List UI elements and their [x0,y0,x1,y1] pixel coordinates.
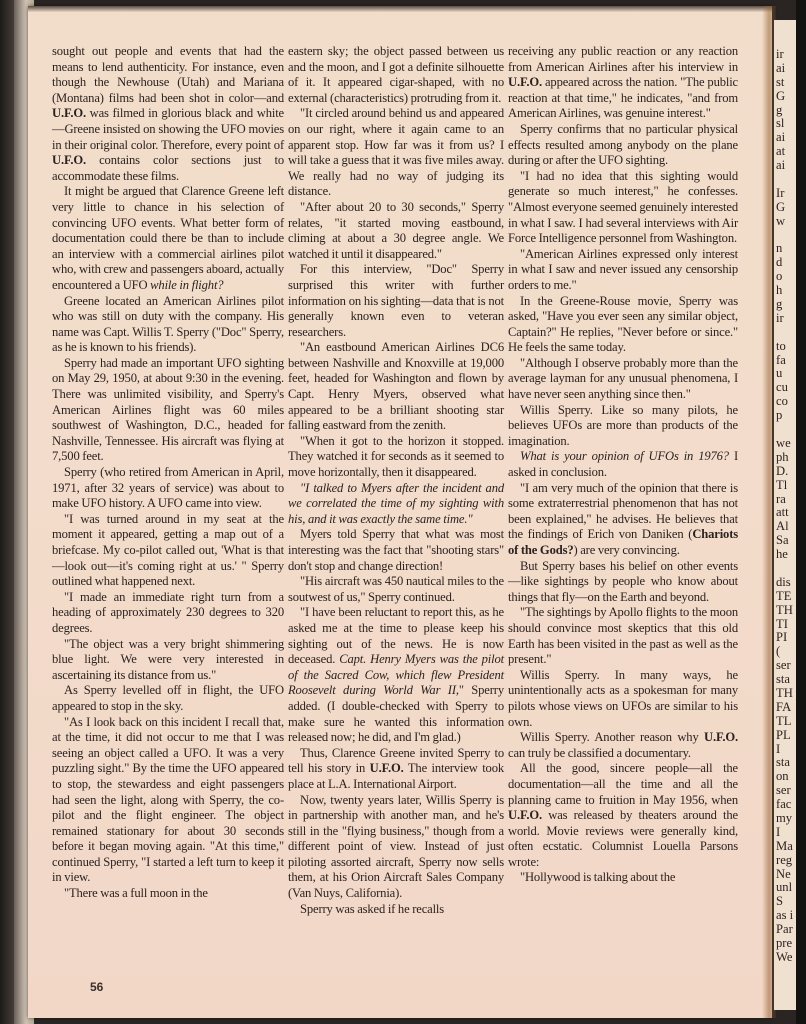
body-text: All the good, sincere people—all the documentation—all the time and all the planning came to fruition in May 1956, when [508,761,738,807]
facing-page-fragment: Sa [776,534,789,548]
facing-page-fragment: ir [776,48,784,61]
facing-page-fragment: G [776,89,786,103]
body-text: was filmed in glorious black and white—Greene insisted on showing the UFO movies in their original color. Therefore, every point of [52,106,284,152]
facing-page-fragment: dis [776,575,791,589]
body-text: Sperry (who retired from American in April, 1971, after 32 years of service) was about to make UFO history. A UFO came into view. [52,465,284,511]
bold-title-text: Chariots of the Gods? [508,527,738,557]
facing-page-fragment [776,423,796,437]
body-text: "Although I observe probably more than the average layman for any unusual phenomena, I have never seen anything since then." [508,355,738,402]
body-text: "An eastbound American Airlines DC6 between Nashville and Knoxville at 19,000 feet, headed for Washington and flown by Capt. Henry Myers, observed what appeared to be a brilliant shooting star falling eastward from the zenith. [288,340,504,433]
body-text: As Sperry levelled off in flight, the UFO appeared to stop in the sky. [52,683,284,713]
facing-page-fragment: unl [776,881,793,895]
facing-page-fragment: st [776,75,785,89]
facing-page-fragment: reg [776,853,793,867]
facing-page-fragment: D. [776,464,789,478]
body-text: "Hollywood is talking about the [520,870,676,885]
italic-text: while in flight? [150,277,224,292]
magazine-page [28,6,772,1018]
facing-page-fragment: pre [776,937,793,950]
facing-page-fragment: We [776,950,793,964]
facing-page-fragment: h [776,284,783,298]
paragraph [288,746,504,793]
body-text: Willis Sperry. In many ways, he unintentionally acts as a spokesman for many pilots whose views on UFOs are similar to his own. [508,667,738,729]
paragraph [508,481,738,559]
bold-title-text: U.F.O. [508,75,542,90]
body-text: "I was turned around in my seat at the moment it appeared, getting a map out of a briefcase. My co-pilot called out, 'What is that—look out—it's coming right at us.' " Sperry outlined what happened next. [52,511,284,589]
facing-page-fragment: Ne [776,867,791,881]
facing-page-fragment: ir [776,311,784,325]
facing-page-fragment: p [776,409,783,423]
italic-text: Capt. Henry Myers was the pilot of the Sacred Cow, which flew President Roosevelt during World War II, [288,652,504,698]
paragraph [52,44,284,184]
body-text: Greene located an American Airlines pilot who was still on duty with the company. His name was Capt. Willis T. Sperry ("Doc" Sperry, as he is known to his friends). [52,293,284,355]
facing-page-fragment: TL [776,714,792,728]
facing-page-fragment: ra [776,492,786,506]
bold-title-text: U.F.O. [52,153,86,168]
paragraph [288,527,504,574]
body-text: Now, twenty years later, Willis Sperry is in partnership with another man, and he's still in the "flying business," though from a different point of view. Instead of just piloting assorted aircraft, Sperry now sells them, at his Orion Aircraft Sales Company (Van Nuys, California). [288,792,504,901]
body-text: "I am very much of the opinion that there is some extraterrestrial phenomenon that has not been explained," he advises. He believes that the findings of Erich von Daniken ( [508,480,738,542]
body-text: "There was a full moon in the [64,886,208,901]
facing-page-fragment: w [776,214,786,228]
facing-page-fragment: d [776,256,783,270]
italic-text: "I talked to Myers after the incident and we correlated the time of my sighting with his, and it was exactly the same time." [288,480,504,526]
facing-page-fragment: FA [776,700,792,714]
body-text: " Sperry added. (I double-checked with Sperry to make sure he wanted this information released now; he did, and I'm glad.) [288,683,504,745]
facing-page-fragment: G [776,200,786,214]
bold-title-text: U.F.O. [704,730,738,745]
facing-page-fragment: TH [776,603,793,617]
paragraph [52,465,284,512]
paragraph [288,44,504,106]
paragraph [52,715,284,887]
paragraph [52,184,284,293]
facing-page-fragment [776,326,796,340]
paragraph [508,559,738,606]
article-column-3 [508,44,738,886]
paragraph [52,683,284,714]
facing-page-fragment: ai [776,131,786,145]
paragraph [288,574,504,605]
facing-page-fragment [776,562,796,576]
body-text: "I have been reluctant to report this, as he asked me at the time to please keep his sighting out of the news. He is now deceased. [288,605,504,667]
page-number: 56 [90,980,104,994]
paragraph [508,122,738,169]
body-text: Willis Sperry. Another reason why [520,730,705,745]
facing-page-fragment: ai [776,159,786,173]
facing-page-fragment: o [776,270,783,284]
body-text: "It circled around behind us and appeared on our right, where it again came to an apparent stop. How far was it from us? I will take a guess that it was five miles away. We really had no way of judging its distance. [288,106,504,199]
paragraph [508,870,738,886]
facing-page-fragment: ( [776,645,781,659]
body-text: ) are very convincing. [573,543,680,557]
facing-page-fragment: TI [776,617,788,631]
paragraph [288,481,504,528]
body-text: "I made an immediate right turn from a heading of approximately 230 degrees to 320 degrees. [52,589,284,635]
facing-page-fragment: fa [776,353,786,367]
facing-page-fragment: sl [776,117,785,131]
facing-page-fragment: cu [776,381,788,395]
facing-page-fragment: ser [776,784,791,798]
facing-page-fragment: he [776,548,788,562]
facing-page-fragment: sta [776,673,790,687]
facing-page-fragment: g [776,298,783,312]
paragraph [508,356,738,403]
paragraph [52,294,284,356]
paragraph [508,605,738,667]
facing-page-fragment: on [776,770,789,784]
body-text: receiving any public reaction or any reaction from American Airlines after his interview in [508,44,738,74]
facing-page-fragment [776,173,796,187]
facing-page-fragment: Al [776,520,789,534]
paragraph [288,605,504,745]
facing-page-fragment: fac [776,798,792,812]
facing-page-fragment: Ir [776,186,785,200]
body-text: Myers told Sperry that what was most interesting was the fact that "shooting stars" don't stop and change direction! [288,527,504,573]
facing-page-fragment: g [776,103,783,117]
paragraph [52,886,284,902]
facing-page-edge [774,20,796,1010]
paragraph [52,590,284,637]
facing-page-fragment: Par [776,923,793,937]
body-text: "American Airlines expressed only interest in what I saw and never issued any censorship orders to me." [508,246,738,292]
body-text: But Sperry bases his belief on other events—like sightings by people who know about things that fly—on the Earth and beyond. [508,558,738,604]
body-text: sought out people and events that had the means to lend authenticity. For instance, even though the Newhouse (Utah) and Mariana (Montana) films had been shot in color—and [52,44,284,105]
body-text: Sperry was asked if he recalls [300,901,445,916]
paragraph [52,637,284,684]
paragraph [508,730,738,761]
facing-page-fragment: we [776,436,791,450]
facing-page-fragment: I [776,825,781,839]
book-edge-shadow [796,0,806,1024]
facing-page-fragment: Ma [776,839,793,853]
paragraph [508,403,738,450]
facing-page-fragment: my [776,811,793,825]
facing-page-fragment: ph [776,450,789,464]
facing-page-fragment: I [776,742,781,756]
paragraph [288,340,504,434]
paragraph [52,512,284,590]
italic-text: What is your opinion of UFOs in 1976? [520,449,729,464]
article-column-1 [52,44,284,902]
facing-page-fragment: TH [776,686,793,700]
facing-page-fragment: TE [776,589,792,603]
paragraph [508,44,738,122]
facing-page-fragment: n [776,242,783,256]
body-text: "The sightings by Apollo flights to the moon should convince most skeptics that this old Earth has been visited in the past as well as the present." [508,605,738,667]
facing-page-fragment: ai [776,61,786,75]
body-text: was released by theaters around the world. Movie reviews were generally kind, often ecstatic. Columnist Louella Parsons wrote: [508,808,738,869]
bold-title-text: U.F.O. [369,761,404,776]
paragraph [508,247,738,294]
body-text: "His aircraft was 450 nautical miles to the soutwest of us," Sperry continued. [288,574,504,604]
body-text: The interview took place at L.A. International Airport. [288,761,504,791]
body-text: For this interview, "Doc" Sperry surprised this writer with further information on his sighting—data that is not generally known even to veteran researchers. [288,262,504,339]
facing-page-fragment: PL [776,728,791,742]
paragraph [508,449,738,480]
paragraph [288,793,504,902]
body-text: Sperry had made an important UFO sighting on May 29, 1950, at about 9:30 in the evening. There was unlimited visibility, and Sperry's American Airlines flight was 60 miles southwest of Washington, D.C., headed for Nashville, Tennessee. His aircraft was flying at 7,500 feet. [52,355,284,464]
facing-page-fragment: u [776,367,783,381]
facing-page-text-fragments [776,48,796,965]
body-text: In the Greene-Rouse movie, Sperry was asked, "Have you ever seen any similar object, Captain?" He replies, "Never before or since." He feels the same today. [508,293,738,355]
facing-page-fragment: att [776,506,789,520]
facing-page-fragment: Tl [776,478,788,492]
body-text: It might be argued that Clarence Greene left very little to chance in his selection of convincing UFO events. What better form of documentation could there be than to include an interview with a commercial airlines pilot who, with crew and passengers aboard, actually encountered a UFO [52,184,284,292]
article-column-2 [288,44,504,917]
bold-title-text: U.F.O. [52,106,86,121]
facing-page-fragment [776,229,796,243]
body-text: "After about 20 to 30 seconds," Sperry relates, "it started moving eastbound, climing at about a 30 degree angle. We watched it until it disappeared." [288,199,504,261]
paragraph [288,902,504,918]
facing-page-fragment: co [776,395,788,409]
paragraph [288,200,504,262]
page-top-edge [28,6,772,12]
body-text: Thus, Clarence Greene invited Sperry to tell his story in [288,745,504,776]
bold-title-text: U.F.O. [508,808,542,823]
body-text: "When it got to the horizon it stopped. They watched it for seconds as it seemed to move horizontally, then it disappeared. [288,433,504,480]
body-text: appeared across the nation. "The public reaction at that time," he indicates, "and from American Airlines, was genuine interest." [508,75,738,121]
facing-page-fragment: ser [776,659,791,673]
body-text: Willis Sperry. Like so many pilots, he believes UFOs are more than products of the imagination. [508,402,738,448]
paragraph [288,106,504,200]
body-text: eastern sky; the object passed between us and the moon, and I got a definite silhouette of it. It appeared cigar-shaped, with no external (characteristics) protruding from it. [288,44,504,105]
paragraph [508,169,738,247]
body-text: Sperry confirms that no particular physical effects resulted among anybody on the plane during or after the UFO sighting. [508,121,738,168]
paragraph [508,294,738,356]
paragraph [508,761,738,870]
paragraph [52,356,284,465]
facing-page-fragment: sta [776,756,790,770]
body-text: contains color sections just to accommodate these films. [52,153,284,183]
paragraph [288,262,504,340]
facing-page-fragment: to [776,339,786,353]
body-text: "As I look back on this incident I recall that, at the time, it did not occur to me that I was seeing an object called a UFO. It was a very puzzling sight." By the time the UFO appeared to stop, the stewardess and eight passengers had seen the light, along with Sperry, the co-pilot and the flight engineer. The object remained stationary for about 30 seconds before it began moving again. "At this time," continued Sperry, "I started a left turn to keep it in view. [52,714,284,885]
body-text: "I had no idea that this sighting would generate so much interest," he confesses. "Almost everyone seemed genuinely interested in what I saw. I had several interviews with Air Force Intelligence personnel from Washington. [508,168,738,246]
facing-page-fragment: S [776,895,784,909]
paragraph [508,668,738,730]
body-text: "The object was a very bright shimmering blue light. We were very interested in ascertaining its distance from us." [52,636,284,682]
body-text: I asked in conclusion. [508,449,738,480]
body-text: can truly be classified a documentary. [508,745,691,760]
facing-page-fragment: PI [776,631,788,645]
facing-page-fragment: as i [776,909,794,923]
facing-page-fragment: at [776,145,786,159]
paragraph [288,434,504,481]
